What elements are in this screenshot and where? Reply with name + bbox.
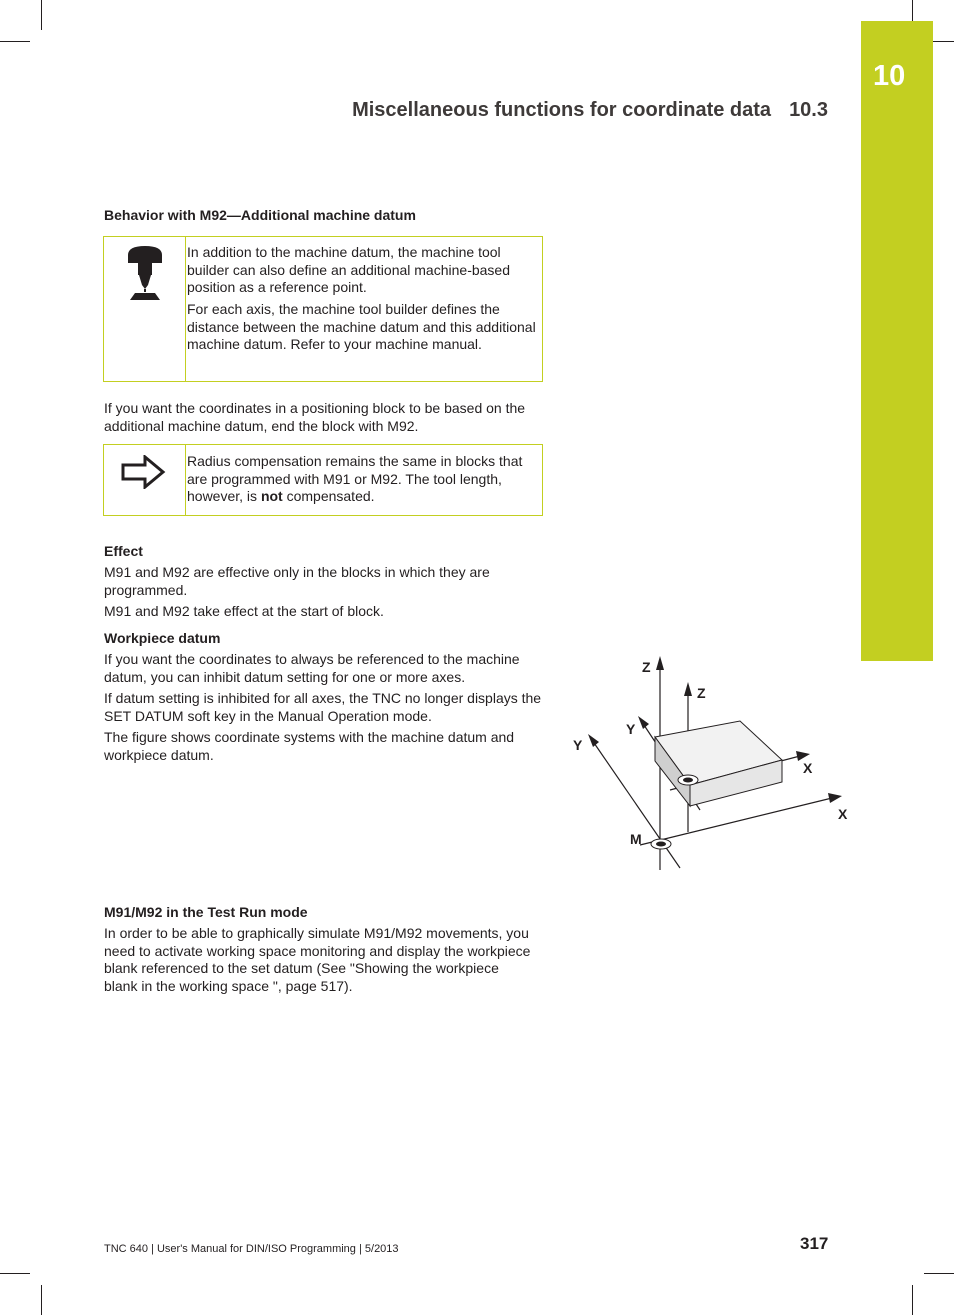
axis-label-x-workpiece: X (803, 760, 813, 776)
coordinate-systems-figure (560, 650, 860, 875)
chapter-tab (861, 21, 933, 661)
note-paragraph: In addition to the machine datum, the machine tool builder can also define an additional machine-based position as a reference point. (187, 244, 510, 295)
machine-datum-label: M (630, 831, 642, 847)
workpiece-paragraph: If you want the coordinates to always be referenced to the machine datum, you can inhibit datum setting for one or more axes. (104, 651, 520, 685)
effect-paragraph: M91 and M92 take effect at the start of block. (104, 603, 384, 619)
crop-mark (924, 1273, 954, 1274)
coordinate-diagram (560, 650, 860, 875)
crop-mark (41, 1285, 42, 1315)
note-text: compensated. (282, 488, 375, 504)
effect-paragraph: M91 and M92 are effective only in the blocks in which they are programmed. (104, 564, 490, 598)
workpiece-paragraph: If datum setting is inhibited for all axes, the TNC no longer displays the SET DATUM soft key in the Manual Operation mode. (104, 690, 542, 724)
header-section: 10.3 (789, 99, 828, 121)
note-box-radius (103, 444, 543, 516)
arrow-right-icon (121, 455, 167, 489)
workpiece-datum-icon (678, 775, 698, 785)
crop-mark (912, 1285, 913, 1315)
axis-label-y-workpiece: Y (626, 721, 636, 737)
machine-datum-icon (651, 839, 671, 849)
machine-tool-icon (122, 243, 168, 313)
crop-mark (41, 0, 42, 30)
note-paragraph (187, 453, 536, 506)
axis-label-z-workpiece: Z (697, 685, 706, 701)
effect-heading: Effect (104, 543, 143, 559)
note-paragraph: For each axis, the machine tool builder defines the distance between the machine datum and this additional machine datum. Refer to your machine manual. (187, 301, 536, 352)
note-emphasis: not (260, 488, 283, 504)
testrun-paragraph: In order to be able to graphically simulate M91/M92 movements, you need to activate working space monitoring and display the workpiece blank referenced to the set datum (See "Showing the workpiece blank in the working space ", page 517). (104, 925, 531, 994)
intro-paragraph: If you want the coordinates in a positioning block to be based on the additional machine datum, end the block with M92. (104, 400, 526, 434)
note-box-machine-datum (103, 236, 543, 382)
testrun-heading: M91/M92 in the Test Run mode (104, 904, 308, 920)
footer-text: TNC 640 | User's Manual for DIN/ISO Programming | 5/2013 (104, 1243, 399, 1255)
behavior-heading: Behavior with M92—Additional machine datum (104, 207, 416, 223)
crop-mark (0, 1273, 30, 1274)
note-icon-cell (104, 445, 186, 515)
axis-label-y-machine: Y (573, 737, 583, 753)
header-title: Miscellaneous functions for coordinate data (352, 99, 772, 121)
note-icon-cell (104, 237, 186, 381)
chapter-number: 10 (873, 60, 906, 92)
axis-label-x-machine: X (838, 806, 848, 822)
workpiece-paragraph: The figure shows coordinate systems with the machine datum and workpiece datum. (104, 729, 515, 763)
workpiece-heading: Workpiece datum (104, 630, 221, 646)
crop-mark (0, 41, 30, 42)
page-number: 317 (800, 1234, 829, 1253)
axis-label-z-machine: Z (642, 659, 651, 675)
note-text: Radius compensation remains the same in blocks that are programmed with M91 or M92. The tool length, however, is (187, 453, 523, 504)
running-header (352, 99, 828, 122)
